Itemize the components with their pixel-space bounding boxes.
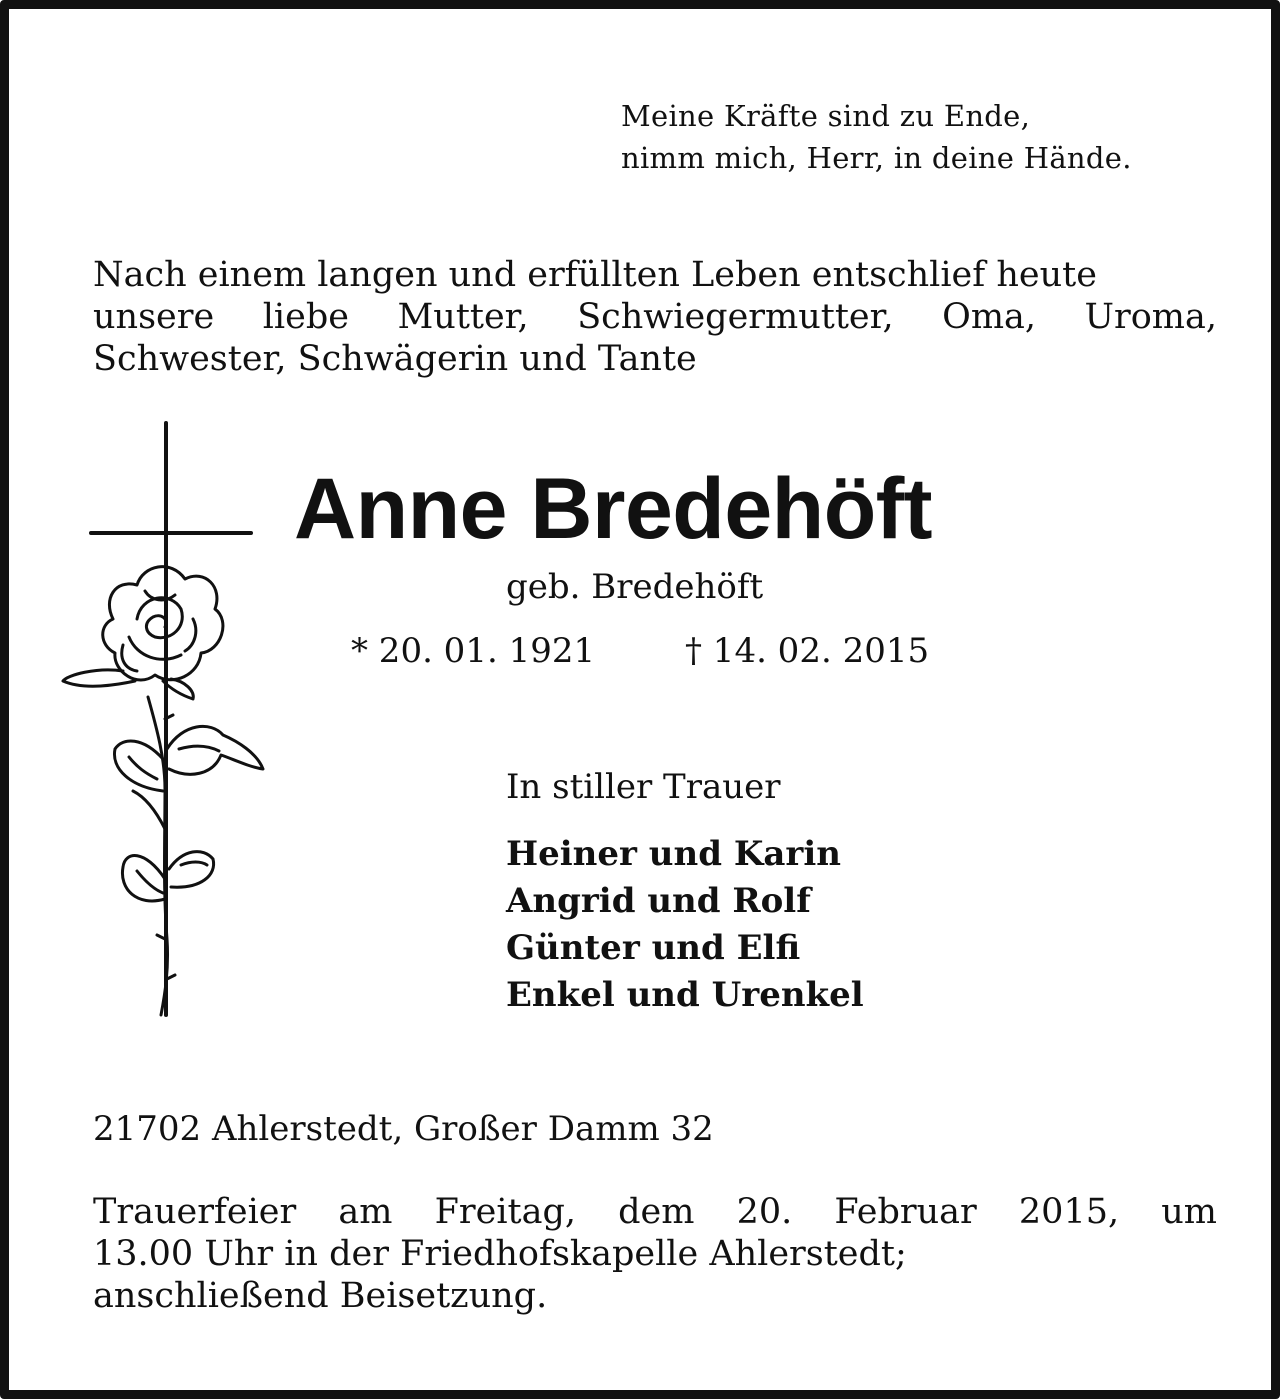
mourner-item: Angrid und Rolf <box>506 881 811 921</box>
mourner-item: Günter und Elfi <box>506 928 801 968</box>
mourners-list <box>506 831 864 1019</box>
motto-line-1: Meine Kräfte sind zu Ende, <box>621 99 1031 133</box>
mourner-item: Heiner und Karin <box>506 834 841 874</box>
intro-line-1: Nach einem langen und erfüllten Leben entschlief heute <box>93 255 1097 295</box>
intro-text <box>93 254 1217 380</box>
deceased-name: Anne Bredehöft <box>294 461 932 557</box>
service-line-3: anschließend Beisetzung. <box>93 1276 548 1316</box>
birth-date: * 20. 01. 1921 <box>351 631 596 671</box>
maiden-name: geb. Bredehöft <box>506 567 764 607</box>
mourner-item: Enkel und Urenkel <box>506 975 864 1015</box>
motto-verse <box>621 95 1221 179</box>
death-date: † 14. 02. 2015 <box>685 631 930 671</box>
service-line-1: Trauerfeier am Freitag, dem 20. Februar 2015, um <box>93 1192 1217 1232</box>
mourning-heading: In stiller Trauer <box>506 767 781 807</box>
family-address: 21702 Ahlerstedt, Großer Damm 32 <box>93 1109 714 1149</box>
motto-line-2: nimm mich, Herr, in deine Hände. <box>621 141 1132 175</box>
service-line-2: 13.00 Uhr in der Friedhofskapelle Ahlerstedt; <box>93 1234 907 1274</box>
cross-with-rose-icon <box>53 419 273 1019</box>
intro-line-2: unsere liebe Mutter, Schwiegermutter, Oma, Uroma, <box>93 297 1217 337</box>
intro-line-3: Schwester, Schwägerin und Tante <box>93 339 697 379</box>
service-details <box>93 1191 1217 1317</box>
